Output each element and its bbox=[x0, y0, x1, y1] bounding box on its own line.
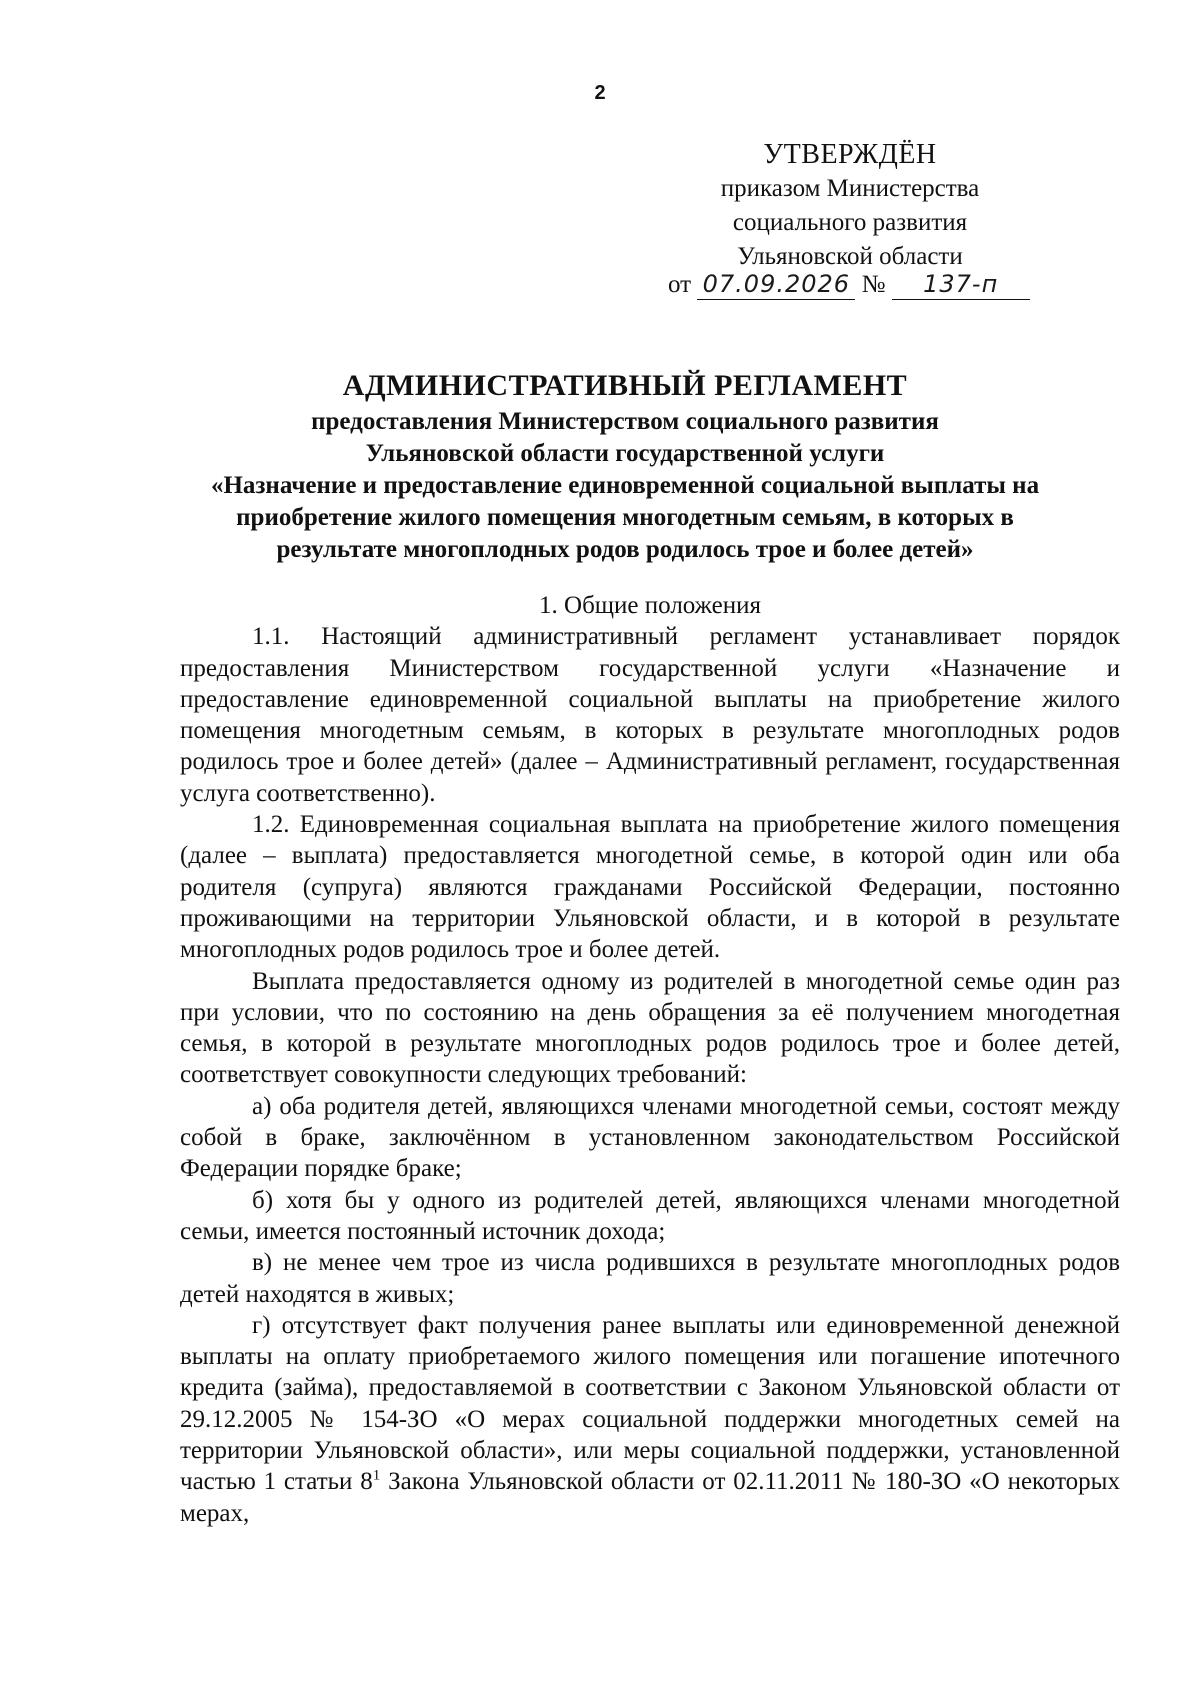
document-subtitle-line-2: Ульяновской области государственной услуги bbox=[365, 440, 885, 467]
document-subtitle-line-1: предоставления Министерством социального развития bbox=[311, 408, 939, 435]
document-subtitle-line-5: результате многоплодных родов родилось трое и более детей» bbox=[276, 536, 974, 563]
approval-date-line bbox=[668, 268, 1098, 304]
approval-line-2: социального развития bbox=[732, 209, 968, 236]
paragraph-1-1: 1.1. Настоящий административный регламент устанавливает порядок предоставления Министерством государственной услуги «Назначение и предоставление единовременной социальной выплаты на приобретение жилого помещения многодетным семьям, в которых в результате многоплодных родов родилось трое и более детей» (далее – Административный регламент, государственная услуга соответственно). bbox=[180, 623, 1120, 807]
document-subtitle-line-3: «Назначение и предоставление единовременной социальной выплаты на bbox=[210, 472, 1040, 499]
approval-stamp bbox=[640, 138, 1060, 274]
article-superscript: 1 bbox=[372, 1467, 381, 1484]
document-title: АДМИНИСТРАТИВНЫЙ РЕГЛАМЕНТ bbox=[342, 369, 908, 402]
list-item-v: в) не менее чем трое из числа родившихся в результате многоплодных родов детей находятся в живых; bbox=[180, 1249, 1120, 1308]
date-prefix: от bbox=[668, 271, 692, 298]
list-item-a: а) оба родителя детей, являющихся членами многодетной семьи, состоят между собой в браке, заключённом в установленном законодательством Российской Федерации порядке браке; bbox=[180, 1092, 1120, 1183]
list-item-g bbox=[180, 1310, 1120, 1529]
approval-line-3: Ульяновской области bbox=[737, 243, 963, 270]
approval-line-1: приказом Министерства bbox=[720, 175, 980, 202]
list-item-b: б) хотя бы у одного из родителей детей, являющихся членами многодетной семьи, имеется постоянный источник дохода; bbox=[180, 1186, 1120, 1245]
section-heading: 1. Общие положения bbox=[539, 592, 761, 619]
handwritten-order-number: 137-п bbox=[892, 269, 1030, 300]
list-item-g-text-cont: Закона Ульяновской области от 02.11.2011 № 180-ЗО «О некоторых мерах, bbox=[180, 1468, 1120, 1527]
handwritten-date: 07.09.2026 bbox=[697, 269, 855, 300]
approval-title: УТВЕРЖДЁН bbox=[763, 139, 937, 170]
list-item-g-text: г) отсутствует факт получения ранее выплаты или единовременной денежной выплаты на оплату приобретаемого жилого помещения или погашение ипотечного кредита (займа), предоставляемой в соответствии с Законом Ульяновской области от 29.12.2005 № 154-ЗО «О мерах социальной поддержки многодетных семей на территории Ульяновской области», или меры социальной поддержки, установленной частью 1 статьи 8 bbox=[180, 1311, 1120, 1496]
paragraph-1-2: 1.2. Единовременная социальная выплата на приобретение жилого помещения (далее – выплата) предоставляется многодетной семье, в которой один или оба родителя (супруга) являются гражданами Российской Федерации, постоянно проживающими на территории Ульяновской области, и в которой в результате многоплодных родов родилось трое и более детей. bbox=[180, 811, 1120, 964]
document-body bbox=[180, 590, 1120, 1529]
paragraph-conditions: Выплата предоставляется одному из родителей в многодетной семье один раз при условии, что по состоянию на день обращения за её получением многодетная семья, в которой в результате многоплодных родов родилось трое и более детей, соответствует совокупности следующих требований: bbox=[180, 967, 1120, 1089]
page-number: 2 bbox=[594, 82, 606, 104]
document-subtitle-line-4: приобретение жилого помещения многодетным семьям, в которых в bbox=[236, 504, 1014, 531]
document-title-block bbox=[130, 366, 1120, 566]
number-prefix: № bbox=[861, 271, 886, 298]
